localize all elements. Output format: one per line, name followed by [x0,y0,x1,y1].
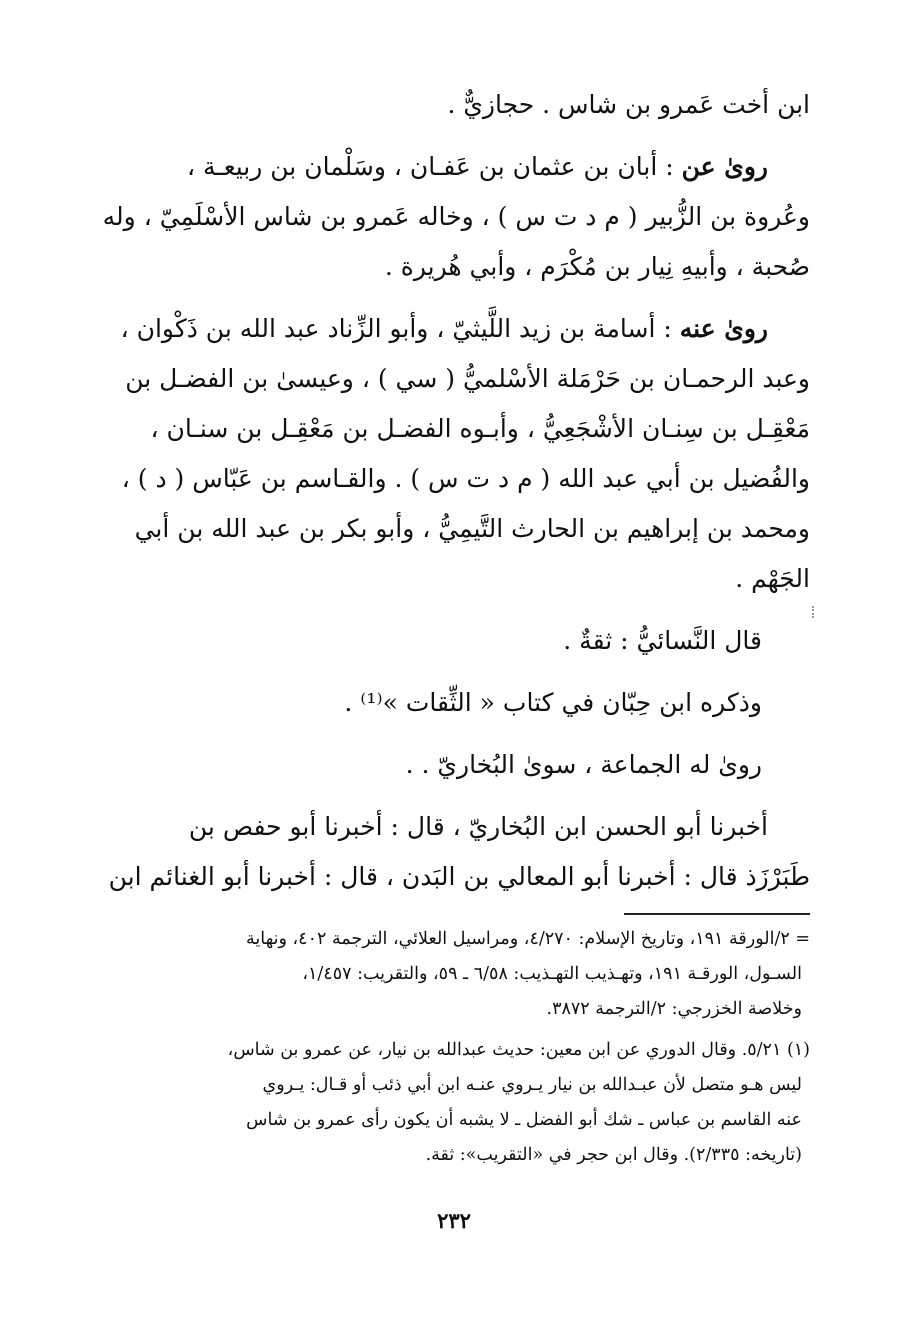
text-line: روىٰ عنه : أسامة بن زيد اللَّيثيّ ، وأبو الزِّناد عبد الله بن ذَكْوان ، [120,314,768,343]
text-line: الجَهْم . [735,564,810,593]
paragraph-narrated-by [90,304,810,604]
text-line: قال النَّسائيُّ : ثقةٌ . [563,626,762,655]
footnote-line: = ٢/الورقة ١٩١، وتاريخ الإسلام: ٤/٢٧٠، ومراسيل العلائي، الترجمة ٤٠٢، ونهاية [245,929,810,949]
footnote-separator [624,913,810,915]
footnote-line: عنه القاسم بن عباس ـ شك أبو الفضل ـ لا يشبه أن يكون رأى عمرو بن شاس [246,1110,802,1130]
footnotes [88,922,810,1173]
footnote-line: السـول، الورقـة ١٩١، وتهـذيب التهـذيب: ٦/٥٨ ـ ٥٩، والتقريب: ١/٤٥٧، [302,964,802,984]
section-heading: روىٰ عن [681,152,768,181]
paragraph-nasai [90,616,810,666]
text-line: وعبد الرحمـان بن حَرْمَلة الأسْلميُّ ( سي ) ، وعيسىٰ بن الفضـل بن [125,364,810,393]
paragraph-isnad [90,802,810,902]
main-text [90,80,810,914]
text-line: طَبَرْزَذ قال : أخبرنا أبو المعالي بن البَدن ، قال : أخبرنا أبو الغنائم ابن [108,862,810,891]
text-line: ابن أخت عَمرو بن شاس . حجازيٌّ . [447,90,810,119]
text-line: روىٰ له الجماعة ، سوىٰ البُخاريّ . . [405,750,762,779]
footnote-line: (١) ٥/٢١. وقال الدوري عن ابن معين: حديث عبدالله بن نيار، عن عمرو بن شاس، [227,1040,810,1060]
text-line: ومحمد بن إبراهيم بن الحارث التَّيمِيُّ ، وأبو بكر بن عبد الله بن أبي [134,514,810,543]
footnote-continued [88,922,810,1027]
page-number: ٢٣٢ [437,1208,471,1233]
text-line: صُحبة ، وأبيهِ نِيار بن مُكْرَم ، وأبي هُريرة . [384,252,810,281]
section-heading: روىٰ عنه [679,314,768,343]
paragraph-jamaa [90,740,810,790]
scan-speck [812,606,818,618]
text-line: أخبرنا أبو الحسن ابن البُخاريّ ، قال : أخبرنا أبو حفص بن [188,812,768,841]
text-line: وعُروة بن الزُّبير ( م د ت س ) ، وخاله عَمرو بن شاس الأسْلَمِيّ ، وله [102,202,810,231]
footnote-line: ليس هـو متصل لأن عبـدالله بن نيار يـروي عنـه ابن أبي ذئب أو قـال: يـروي [262,1075,802,1095]
text-line: روىٰ عن : أبان بن عثمان بن عَفـان ، وسَلْمان بن ربيعـة ، [186,152,768,181]
footnote-line: وخلاصة الخزرجي: ٢/الترجمة ٣٨٧٢. [546,999,802,1019]
footnote-line: (تاريخه: ٢/٣٣٥). وقال ابن حجر في «التقريب»: ثقة. [425,1145,802,1165]
paragraph-ibn-hibban [90,678,810,728]
paragraph-narrated-from [90,142,810,292]
text-line: والفُضيل بن أبي عبد الله ( م د ت س ) . والقـاسم بن عَبّاس ( د ) ، [121,464,810,493]
footnote-1 [88,1033,810,1173]
paragraph-lineage [90,80,810,130]
text-line: مَعْقِـل بن سِنـان الأشْجَعِيُّ ، وأبـوه الفضـل بن مَعْقِـل بن سنـان ، [150,414,810,443]
text-line: وذكره ابن حِبّان في كتاب « الثِّقات »⁽¹⁾ . [344,688,762,717]
